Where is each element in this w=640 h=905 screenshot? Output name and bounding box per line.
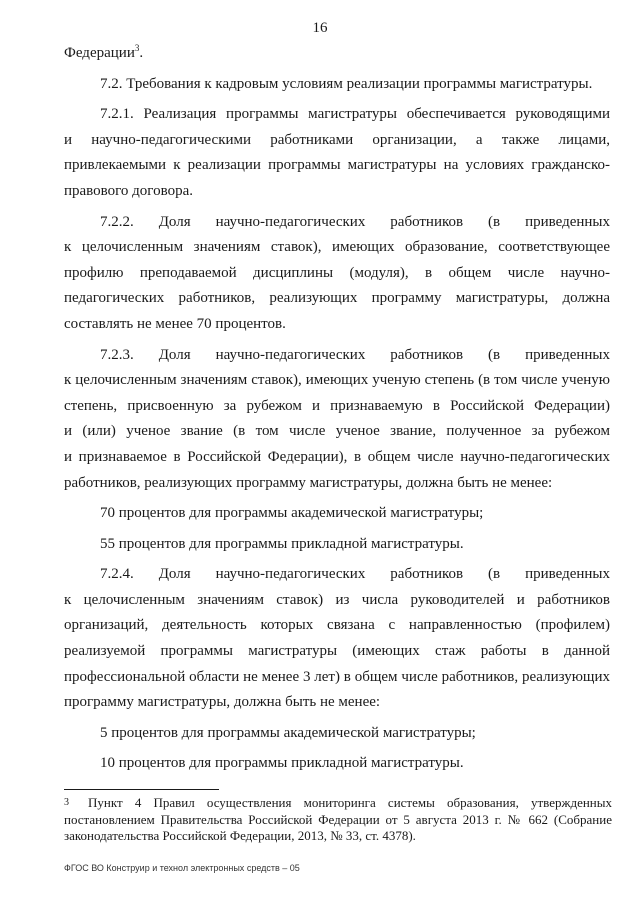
text-line: составлять не менее 70 процентов. <box>64 315 286 332</box>
footnote-line: законодательства Российской Федерации, 2013, № 33, ст. 4378). <box>64 828 416 843</box>
text-line: работников, реализующих программу магистратуры, должна быть не менее: <box>64 474 553 491</box>
list-item: 10 процентов для программы прикладной магистратуры. <box>100 755 464 772</box>
text-line: привлекаемыми к реализации программы магистратуры на условиях гражданско- <box>64 157 610 174</box>
text-line: 7.2.2. Доля научно-педагогических работников (в приведенных <box>100 213 610 230</box>
list-item: 70 процентов для программы академической магистратуры; <box>100 505 484 522</box>
document-body <box>64 41 610 777</box>
document-stamp: ФГОС ВО Конструир и технол электронных средств – 05 <box>64 863 300 873</box>
text-line: программу магистратуры, должна быть не менее: <box>64 694 381 711</box>
text-line: правового договора. <box>64 182 193 199</box>
text-line: к целочисленным значениям ставок) из числа руководителей и работников <box>64 591 610 608</box>
text-line: 7.2.3. Доля научно-педагогических работников (в приведенных <box>100 346 610 363</box>
text-line: и признаваемое в Российской Федерации), в общем числе научно-педагогических <box>64 448 610 465</box>
list-item: 5 процентов для программы академической магистратуры; <box>100 724 476 741</box>
text-line: к целочисленным значениям ставок), имеющих ученую степень (в том числе ученую <box>64 372 610 389</box>
section-heading: 7.2. Требования к кадровым условиям реализации программы магистратуры. <box>100 75 593 92</box>
text-line: степень, присвоенную за рубежом и признаваемую в Российской Федерации) <box>64 397 610 414</box>
footnote-line: 3 Пункт 4 Правил осуществления мониторинга системы образования, утвержденных <box>64 795 612 810</box>
text-line: к целочисленным значениям ставок), имеющих образование, соответствующее <box>64 239 610 256</box>
text-line: реализуемой программы магистратуры (имеющих стаж работы в данной <box>64 643 610 660</box>
page-number: 16 <box>312 20 328 36</box>
footnote <box>64 795 612 845</box>
footnote-marker: 3 <box>64 797 69 808</box>
text-line: педагогических работников, реализующих программу магистратуры, должна <box>64 290 610 307</box>
text-line: 7.2.4. Доля научно-педагогических работников (в приведенных <box>100 566 610 583</box>
list-item: 55 процентов для программы прикладной магистратуры. <box>100 535 464 552</box>
text-line: и (или) ученое звание (в том числе ученое звание, полученное за рубежом <box>64 423 610 440</box>
footnote-line: постановлением Правительства Российской Федерации от 5 августа 2013 г. № 662 (Собрание <box>64 811 612 827</box>
text-line: профилю преподаваемой дисциплины (модуля), в общем числе научно- <box>64 264 610 281</box>
footnote-divider <box>64 789 219 790</box>
text-line: Федерации$^3$. <box>64 43 144 61</box>
text-line: и научно-педагогическими работниками организации, а также лицами, <box>64 131 610 148</box>
footnote-reference: 3 <box>134 43 140 53</box>
text-line: 7.2.1. Реализация программы магистратуры обеспечивается руководящими <box>100 106 610 123</box>
text-line: профессиональной области не менее 3 лет) в общем числе работников, реализующих <box>64 668 610 685</box>
text-line: организаций, деятельность которых связана с направленностью (профилем) <box>64 617 610 634</box>
